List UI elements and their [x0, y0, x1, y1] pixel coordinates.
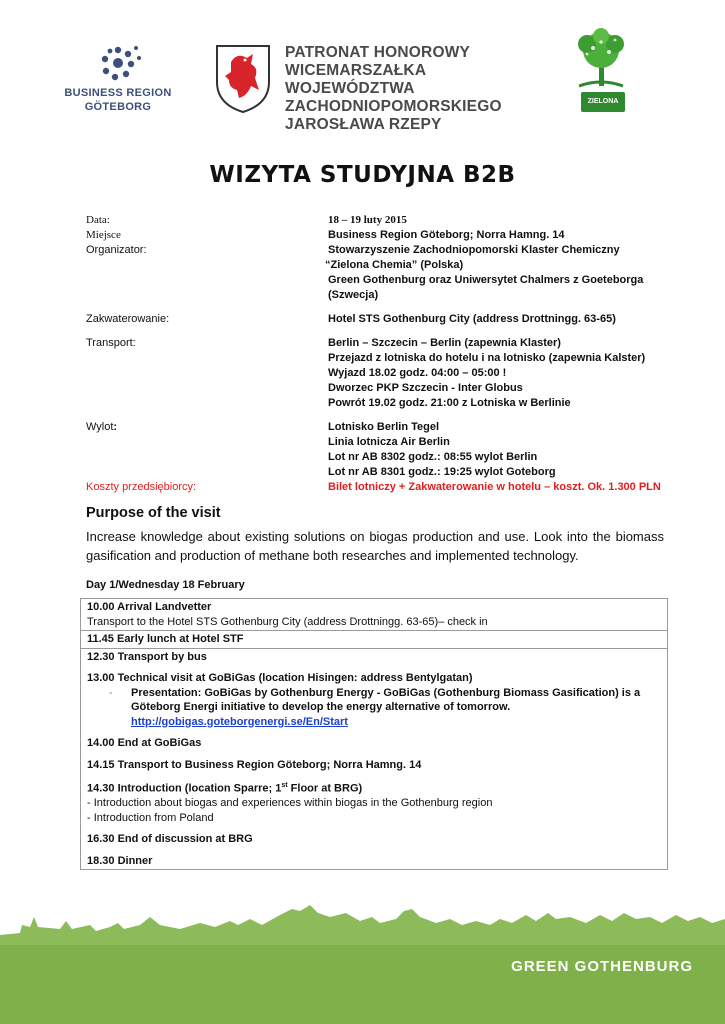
- page-title: WIZYTA STUDYJNA B2B: [209, 162, 516, 188]
- date-value: 18 – 19 luty 2015: [328, 214, 407, 226]
- transport-line: Powrót 19.02 godz. 21:00 z Lotniska w Berlinie: [328, 397, 571, 409]
- organizer-line: Green Gothenburg oraz Uniwersytet Chalmers z Goeteborga: [328, 274, 644, 286]
- purpose-text: Increase knowledge about existing solutions on biogas production and use. Look into the biomass gasification and production of methane both researches and implemented technology.: [86, 529, 664, 563]
- schedule-item: 16.30 End of discussion at BRG: [87, 833, 253, 846]
- tree-icon: [565, 28, 637, 94]
- patron-line-4: JAROSŁAWA RZEPY: [285, 116, 442, 133]
- schedule-item: 11.45 Early lunch at Hotel STF: [87, 633, 244, 645]
- brg-swirl-icon: [94, 42, 142, 84]
- zielona-chemia-label: ZIELONA CHEMIA: [581, 92, 625, 112]
- purpose-heading: Purpose of the visit: [86, 505, 221, 521]
- patron-line-1: PATRONAT HONOROWY: [285, 44, 471, 61]
- info-row-transport: [86, 336, 676, 411]
- info-row-date: [86, 213, 676, 228]
- date-label: Data:: [86, 214, 110, 226]
- schedule-table: [80, 598, 668, 870]
- gobigas-link[interactable]: http://gobigas.goteborgenergi.se/En/Start: [131, 715, 348, 728]
- schedule-item: 18.30 Dinner: [87, 854, 153, 867]
- schedule-item: 14.15 Transport to Business Region Göteborg; Norra Hamng. 14: [87, 758, 422, 771]
- intro-item: - Introduction from Poland: [87, 811, 214, 824]
- schedule-row-arrival: [81, 599, 667, 631]
- organizer-line: “Zielona Chemia” (Polska): [325, 259, 464, 271]
- organizer-line: Stowarzyszenie Zachodniopomorski Klaster Chemiczny: [328, 244, 620, 256]
- flight-line: Lot nr AB 8302 godz.: 08:55 wylot Berlin: [328, 451, 538, 463]
- green-gothenburg-logo: GREEN GOTHENBURG: [511, 958, 693, 975]
- flight-label: Wylot:: [86, 421, 118, 433]
- business-region-goteborg-logo: [58, 42, 178, 118]
- brg-logo-line-2: GÖTEBORG: [84, 101, 152, 113]
- visit-info: [86, 213, 676, 495]
- zachodniopomorskie-crest: [213, 42, 273, 114]
- transport-line: Berlin – Szczecin – Berlin (zapewnia Klaster): [328, 337, 561, 349]
- presentation-bullet: [109, 686, 661, 730]
- schedule-item-introduction: 14.30 Introduction (location Sparre; 1st Floor at BRG): [87, 782, 363, 795]
- transport-label: Transport:: [86, 337, 136, 349]
- organizer-line: (Szwecja): [328, 289, 379, 301]
- schedule-row-main: [81, 649, 667, 870]
- schedule-item: 12.30 Transport by bus: [87, 650, 207, 663]
- schedule-item: Transport to the Hotel STS Gothenburg City (address Drottningg. 63-65)– check in: [87, 615, 488, 628]
- day-heading: Day 1/Wednesday 18 February: [86, 579, 245, 591]
- info-row-place: [86, 228, 676, 243]
- patron-line-3: ZACHODNIOPOMORSKIEGO: [285, 98, 502, 115]
- schedule-item: 13.00 Technical visit at GoBiGas (location Hisingen: address Bentylgatan): [87, 672, 473, 684]
- accommodation-value: Hotel STS Gothenburg City (address Drottningg. 63-65): [328, 313, 616, 325]
- costs-value: Bilet lotniczy + Zakwaterowanie w hotelu – koszt. Ok. 1.300 PLN: [328, 481, 661, 493]
- place-value: Business Region Göteborg; Norra Hamng. 14: [328, 229, 565, 241]
- info-row-accommodation: [86, 312, 676, 327]
- transport-line: Przejazd z lotniska do hotelu i na lotnisko (zapewnia Kalster): [328, 352, 646, 364]
- place-label: Miejsce: [86, 229, 121, 241]
- info-row-flight: [86, 420, 676, 480]
- honorary-patronage-text: [285, 44, 545, 134]
- presentation-line: Presentation: GoBiGas by Gothenburg Energy - GoBiGas (Gothenburg Biomass Gasification) is a: [131, 686, 641, 699]
- flight-line: Linia lotnicza Air Berlin: [328, 436, 450, 448]
- zielona-chemia-logo: [565, 28, 637, 125]
- organizer-label: Organizator:: [86, 244, 147, 256]
- schedule-item: 10.00 Arrival Landvetter: [87, 601, 212, 613]
- costs-label: Koszty przedsiębiorcy:: [86, 481, 197, 493]
- info-row-costs: [86, 480, 676, 495]
- intro-item: - Introduction about biogas and experiences within biogas in the Gothenburg region: [87, 797, 493, 810]
- transport-line: Wyjazd 18.02 godz. 04:00 – 05:00 !: [328, 367, 507, 379]
- bullet-dash: -: [109, 686, 113, 699]
- schedule-item: 14.00 End at GoBiGas: [87, 737, 202, 749]
- transport-line: Dworzec PKP Szczecin - Inter Globus: [328, 382, 523, 394]
- flight-line: Lotnisko Berlin Tegel: [328, 421, 440, 433]
- schedule-row-lunch: [81, 631, 667, 649]
- patron-line-2: WICEMARSZAŁKA WOJEWÓDZTWA: [285, 62, 426, 97]
- accommodation-label: Zakwaterowanie:: [86, 313, 170, 325]
- info-row-organizer: [86, 243, 676, 303]
- brg-logo-line-1: BUSINESS REGION: [64, 87, 172, 99]
- presentation-line: Göteborg Energi initiative to develop the energy alternative of tomorrow.: [131, 701, 511, 713]
- flight-line: Lot nr AB 8301 godz.: 19:25 wylot Goteborg: [328, 466, 556, 478]
